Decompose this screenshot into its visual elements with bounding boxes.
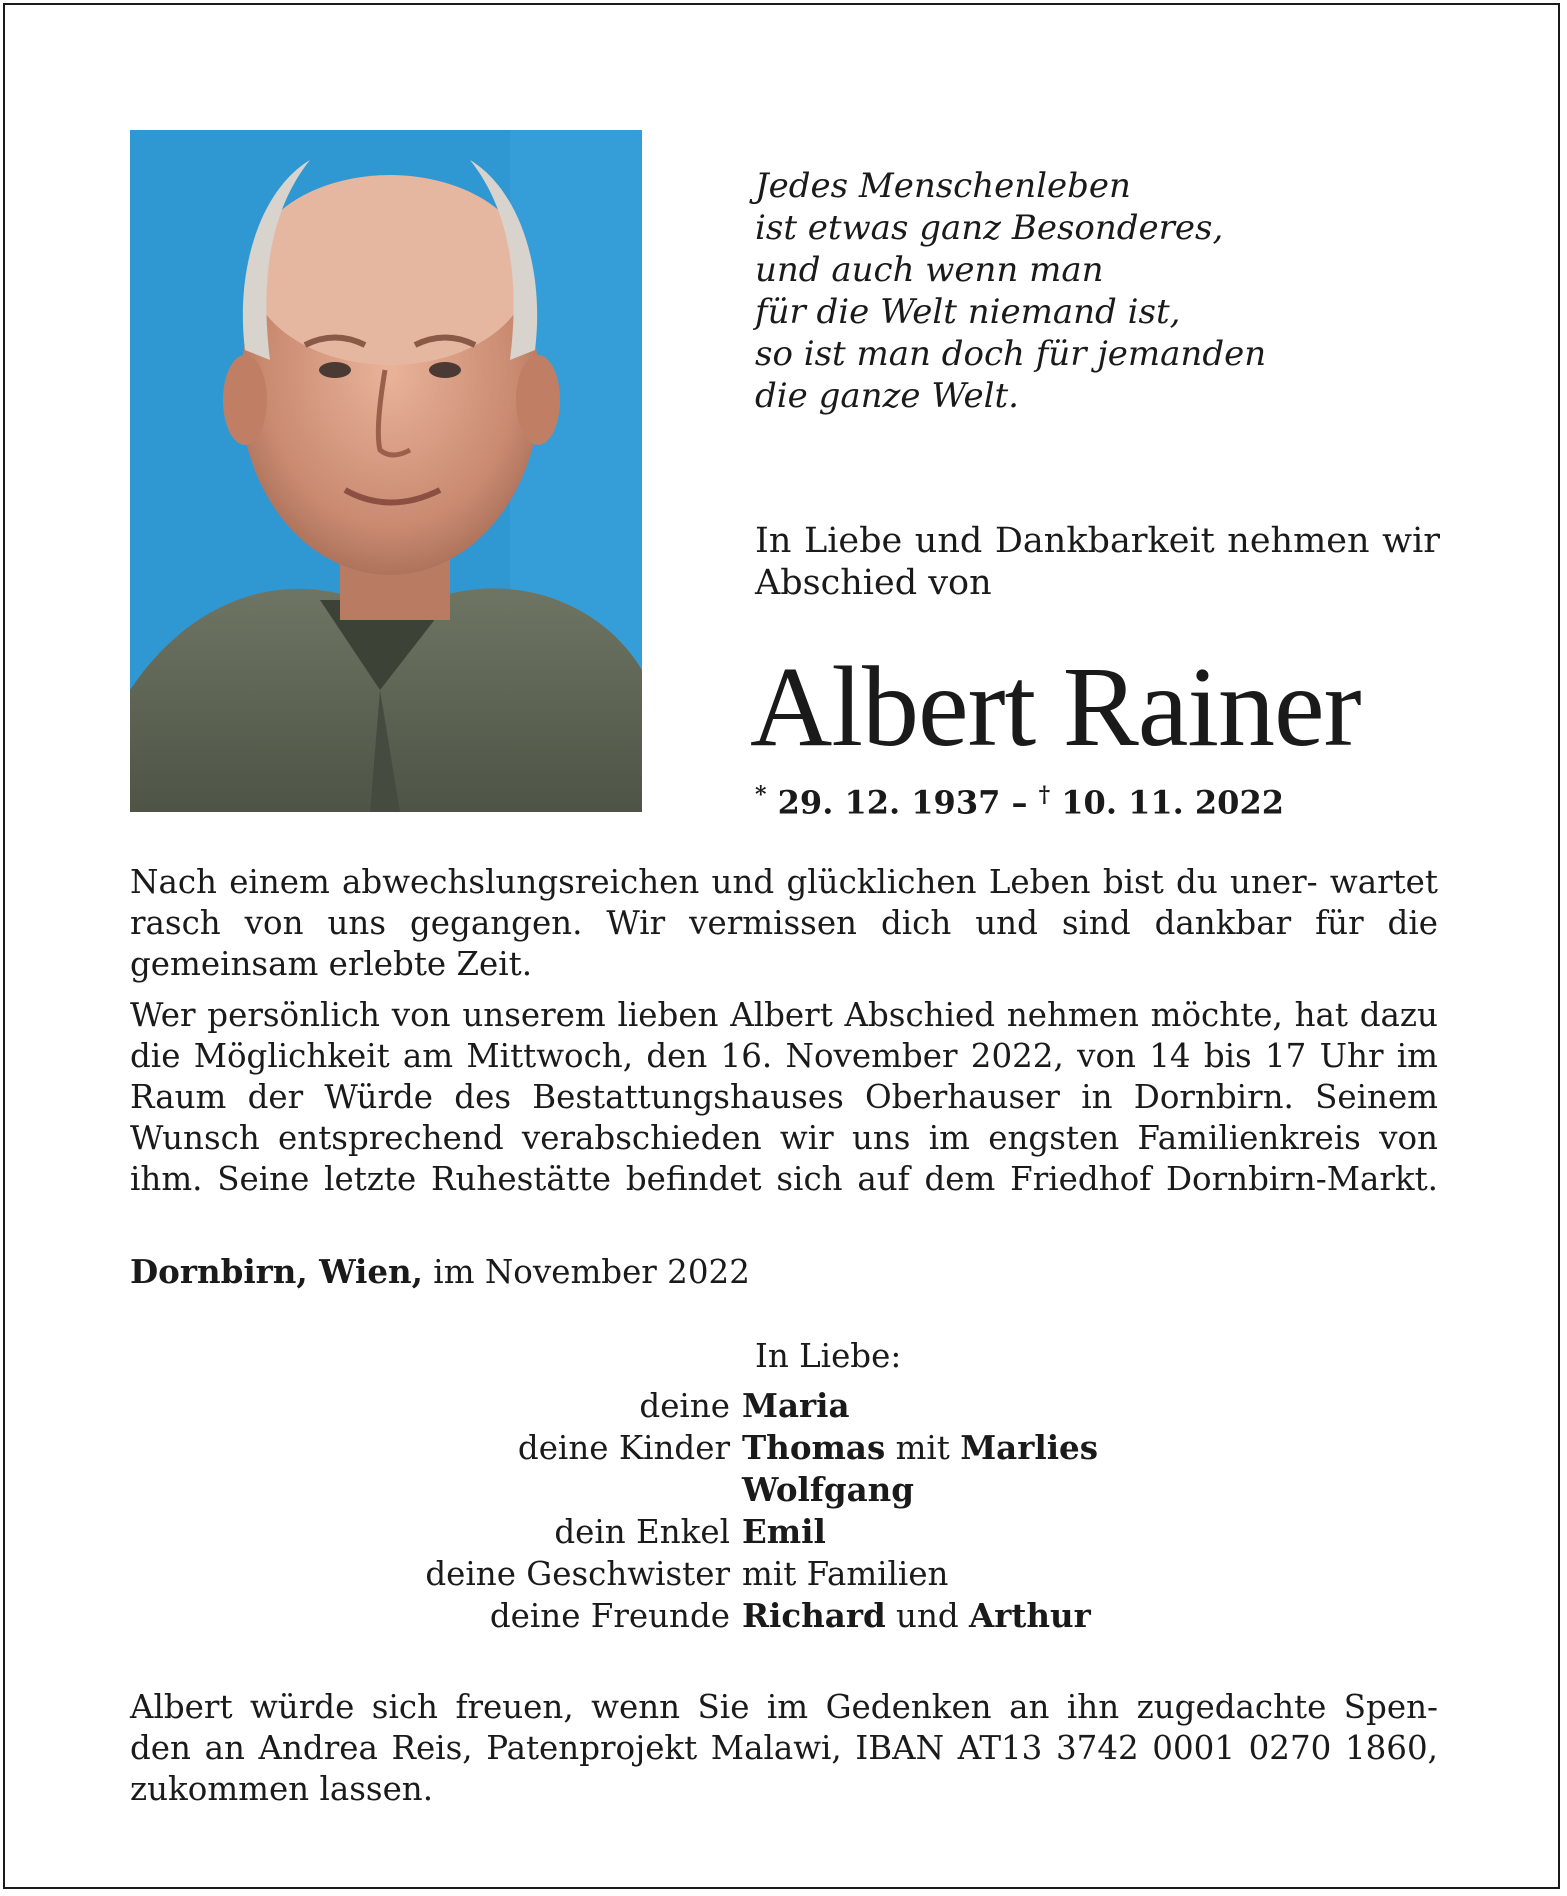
text-line: Nach einem abwechslungsreichen und glücklichen Leben bist du uner-	[130, 863, 1318, 901]
family-name: Maria	[742, 1386, 850, 1425]
connector: und	[885, 1597, 970, 1635]
connector: mit	[885, 1429, 961, 1467]
relation-label: deine	[639, 1387, 730, 1425]
family-row	[130, 1427, 1430, 1469]
deceased-name: Albert Rainer	[750, 643, 1361, 770]
text-line: Wunsch entsprechend verabschieden wir uns im engsten Familienkreis von	[130, 1119, 1438, 1157]
family-names	[742, 1427, 1098, 1469]
life-dates	[755, 782, 1284, 822]
family-names	[742, 1385, 850, 1427]
family-names: mit Familien	[742, 1555, 949, 1593]
family-names	[742, 1511, 826, 1553]
intro-line: In Liebe und Dankbarkeit nehmen wir	[755, 521, 1440, 561]
relation-label: dein Enkel	[554, 1513, 730, 1551]
death-date: 10. 11. 2022	[1061, 783, 1284, 822]
obituary-text	[130, 862, 1438, 1210]
in-love-heading: In Liebe:	[755, 1337, 902, 1375]
text-line: dazu die Möglichkeit am Mittwoch, den 16. November 2022, von 14 bis 17 Uhr	[130, 996, 1438, 1075]
place-and-date	[130, 1252, 750, 1291]
death-symbol: †	[1038, 782, 1051, 808]
poem-line: Jedes Menschenleben	[755, 166, 1131, 206]
birth-symbol: *	[755, 782, 767, 808]
paragraph-1	[130, 862, 1438, 985]
family-name: Arthur	[969, 1596, 1091, 1635]
poem-line: so ist man doch für jemanden	[755, 334, 1267, 374]
poem	[755, 165, 1266, 417]
relation-label: deine Geschwister	[425, 1555, 730, 1593]
place-names: Dornbirn, Wien,	[130, 1252, 423, 1291]
text-line: zukommen lassen.	[130, 1770, 434, 1808]
text-line: gemeinsam erlebte Zeit.	[130, 945, 533, 983]
text-line: Albert würde sich freuen, wenn Sie im Gedenken an ihn zugedachte Spen-	[130, 1688, 1438, 1726]
poem-line: für die Welt niemand ist,	[755, 292, 1181, 332]
donation-note	[130, 1687, 1438, 1810]
family-names	[742, 1469, 914, 1511]
family-name: Wolfgang	[742, 1470, 914, 1509]
family-row	[130, 1469, 1430, 1511]
paragraph-2	[130, 995, 1438, 1200]
text-line: ihm. Seine letzte Ruhestätte befindet sich auf dem Friedhof Dornbirn-Markt.	[130, 1160, 1438, 1198]
family-name: Richard	[742, 1596, 886, 1635]
poem-line: und auch wenn man	[755, 250, 1104, 290]
poem-line: ist etwas ganz Besonderes,	[755, 208, 1224, 248]
family-list	[130, 1385, 1430, 1637]
family-row	[130, 1595, 1430, 1637]
family-name: Thomas	[742, 1428, 886, 1467]
relation-label: deine Freunde	[489, 1597, 730, 1635]
family-name: Marlies	[960, 1428, 1099, 1467]
text-line: Wer persönlich von unserem lieben Albert Abschied nehmen möchte, hat	[130, 996, 1348, 1034]
farewell-intro	[755, 520, 1440, 604]
month-year: im November 2022	[422, 1253, 750, 1291]
poem-line: die ganze Welt.	[755, 376, 1019, 416]
text-line: wartet rasch von uns gegangen. Wir vermissen dich und sind dankbar für die	[130, 863, 1438, 942]
family-name: Emil	[742, 1512, 826, 1551]
family-names	[742, 1595, 1091, 1637]
text-line: den an Andrea Reis, Patenprojekt Malawi, IBAN AT13 3742 0001 0270 1860,	[130, 1729, 1438, 1767]
date-dash: –	[1011, 783, 1028, 822]
text-line: im Raum der Würde des Bestattungshauses Oberhauser in Dornbirn. Seinem	[130, 1037, 1438, 1116]
birth-date: 29. 12. 1937	[777, 783, 1001, 822]
family-row	[130, 1385, 1430, 1427]
intro-line: Abschied von	[755, 563, 992, 603]
portrait-illustration	[130, 130, 642, 812]
relation-label: deine Kinder	[517, 1429, 730, 1467]
portrait-photo	[130, 130, 642, 812]
family-row	[130, 1553, 1430, 1595]
family-row	[130, 1511, 1430, 1553]
relation-label	[130, 1469, 742, 1511]
